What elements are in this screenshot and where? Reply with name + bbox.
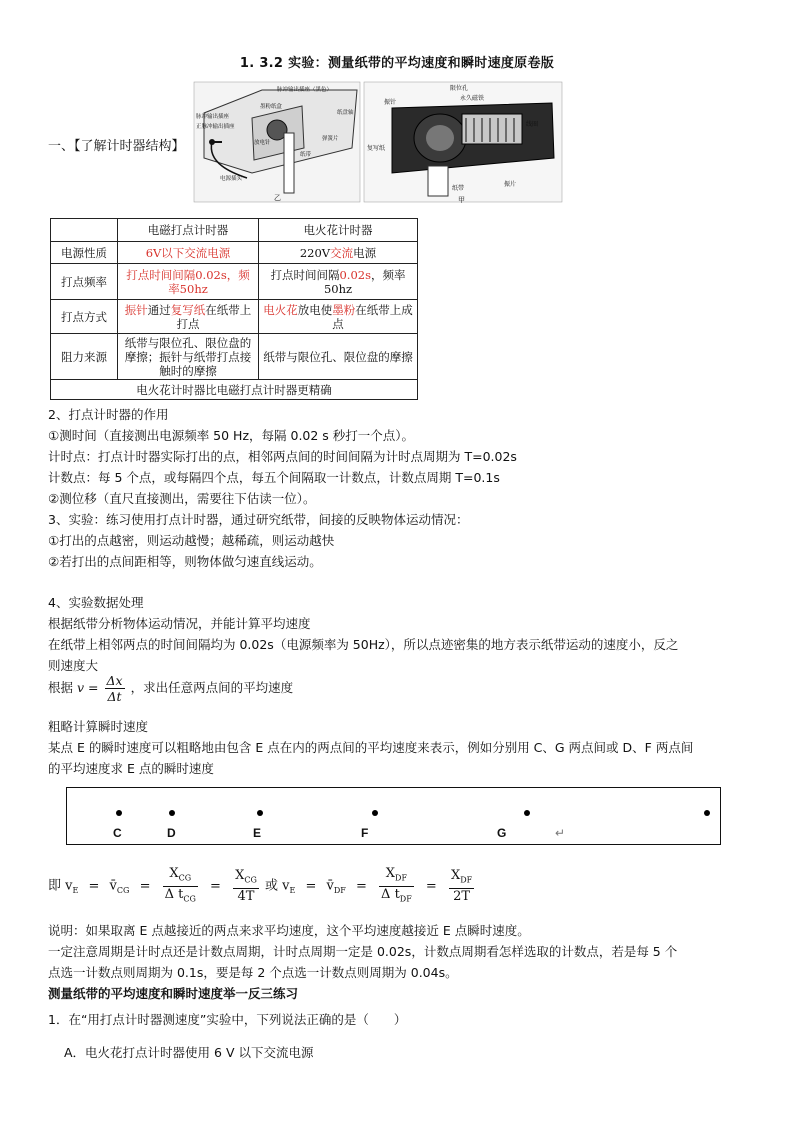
- formula-suffix: ，求出任意两点间的平均速度: [130, 680, 294, 695]
- fig-right-label-2: 振针: [384, 99, 397, 106]
- table-header-empty: [51, 219, 118, 242]
- formula-eq-2: =: [139, 878, 151, 894]
- cell-segment: 通过: [147, 302, 171, 317]
- cell-spark-frequency: [259, 264, 418, 300]
- formula-fraction: [105, 673, 125, 704]
- table-row: [51, 242, 418, 264]
- frac-xdf-dtdf: [379, 866, 414, 906]
- text-line: 计时点：打点计时器实际打出的点，相邻两点间的时间间隔为计时点周期为 T=0.02s: [48, 449, 517, 464]
- frac-xcg-4t: [233, 868, 259, 904]
- frac-xcg-dtcg: [163, 866, 198, 906]
- frac-dt: Δ t: [381, 886, 400, 902]
- table-row: [51, 264, 418, 300]
- frac-sub: DF: [460, 875, 473, 885]
- question-1: 1．在“用打点计时器测速度”实验中，下列说法正确的是（ ）: [48, 1012, 407, 1027]
- text-line: 则速度大: [48, 658, 99, 673]
- fig-right-label-4: 线圈: [526, 121, 539, 128]
- tape-dot-f: [372, 810, 378, 816]
- fig-left-label-4: 脉冲输出插座: [196, 114, 230, 120]
- frac-x: X: [169, 866, 179, 881]
- formula-v: v: [77, 680, 85, 695]
- tape-dot-c: [116, 810, 122, 816]
- cell-spark-resistance: [259, 334, 418, 380]
- section-heading-usage: 2、打点计时器的作用: [48, 407, 169, 422]
- paper-tape-diagram: [66, 787, 721, 845]
- note-line: 点选一计数点则周期为 0.1s，要是每 2 个点选一计数点则周期为 0.04s。: [48, 965, 458, 980]
- formula-eq-4: =: [305, 878, 317, 894]
- cell-segment: 电源: [353, 245, 377, 260]
- question-1-option-a: A．电火花打点计时器使用 6 V 以下交流电源: [64, 1045, 314, 1060]
- row-label-power: 电源性质: [51, 242, 118, 264]
- fig-right-label-3: 永久磁铁: [460, 95, 485, 102]
- page-title: 1. 3.2 实验：测量纸带的平均速度和瞬时速度原卷版: [239, 56, 555, 71]
- formula-eq-5: =: [356, 878, 367, 894]
- formula-numerator: Δx: [106, 673, 123, 688]
- frac-sub: CG: [244, 875, 257, 885]
- cell-spark-method: [259, 300, 418, 334]
- formula-vbar-df: v̄: [326, 878, 334, 894]
- cell-em-resistance: [118, 334, 259, 380]
- cell-segment: 放电使: [297, 302, 333, 317]
- section-heading-data: 4、实验数据处理: [48, 595, 144, 610]
- cell-em-power: [118, 242, 259, 264]
- fig-left-label-5: 正脉冲输出插座: [196, 124, 235, 130]
- section-heading-experiment: 3、实验：练习使用打点计时器，通过研究纸带，间接的反映物体运动情况：: [48, 512, 469, 527]
- tape-label-c: C: [113, 826, 122, 840]
- fig-left-caption: 乙: [274, 194, 281, 202]
- table-row: [51, 300, 418, 334]
- electromagnetic-timer-figure: [362, 78, 564, 206]
- tape-dot-d: [169, 810, 175, 816]
- formula-eq-6: =: [425, 878, 437, 894]
- text-line: ②若打出的点间距相等，则物体做匀速直线运动。: [48, 554, 322, 569]
- note-line: 说明：如果取离 E 点越接近的两点来求平均速度，这个平均速度越接近 E 点瞬时速度。: [48, 923, 530, 938]
- cell-segment: 纸带与限位孔、限位盘的摩擦；振针与纸带打点接触时的摩擦: [124, 335, 252, 378]
- section-heading-structure: 一、【了解计时器结构】: [48, 139, 185, 154]
- formula-eq-1: =: [88, 878, 100, 894]
- text-line: 某点 E 的瞬时速度可以粗略地由包含 E 点在内的两点间的平均速度来表示，例如分别用 C、G 两点间或 D、F 两点间: [48, 740, 694, 755]
- fig-left-label-3: 纸盘轴: [337, 110, 354, 116]
- frac-x: X: [235, 868, 245, 884]
- cell-segment: 纸带与限位孔、限位盘的摩擦: [263, 349, 413, 364]
- fig-right-label-6: 纸带: [452, 185, 465, 192]
- cell-segment: 在纸带上打点: [176, 302, 252, 331]
- spark-timer-figure: [192, 78, 362, 206]
- fig-right-label-7: 振片: [504, 181, 517, 188]
- frac-sub: DF: [399, 894, 412, 904]
- formula-prefix: 根据: [48, 680, 74, 695]
- formula-denominator: Δt: [107, 689, 122, 704]
- frac-dt: Δ t: [164, 886, 184, 902]
- cell-segment: 6V以下交流电源: [145, 245, 231, 260]
- frac-sub: CG: [178, 873, 192, 883]
- text-line: ②测位移（直尺直接测出，需要往下估读一位）。: [48, 491, 316, 506]
- cell-segment: ，频率50hz: [323, 267, 406, 296]
- frac-x: X: [450, 868, 461, 884]
- cell-em-frequency: [118, 264, 259, 300]
- instantaneous-velocity-formula: [48, 866, 476, 906]
- average-velocity-formula: [48, 673, 293, 704]
- formula-sub-E: E: [72, 886, 79, 896]
- text-line: 的平均速度求 E 点的瞬时速度: [48, 761, 214, 776]
- tape-label-g: G: [497, 826, 507, 840]
- cell-segment: 打点时间间隔: [270, 267, 340, 282]
- fig-right-label-5: 复写纸: [367, 145, 386, 152]
- frac-sub: CG: [183, 894, 196, 904]
- row-label-resistance: 阻力来源: [51, 334, 118, 380]
- cell-segment: 在纸带上成点: [332, 302, 413, 331]
- row-label-frequency: 打点频率: [51, 264, 118, 300]
- text-line: 计数点：每 5 个点，或每隔四个点，每五个间隔取一计数点，计数点周期 T=0.1s: [48, 470, 500, 485]
- cell-segment: 0.02s: [339, 267, 371, 282]
- cell-segment: 电火花: [263, 302, 298, 317]
- formula-vE: v: [65, 878, 73, 894]
- tape-dot-g: [524, 810, 530, 816]
- cell-segment: 墨粉: [332, 302, 356, 317]
- formula-sub-cg: CG: [116, 886, 130, 896]
- formula-vE-2: v: [282, 878, 290, 894]
- tape-dot-e: [257, 810, 263, 816]
- table-header-em: 电磁打点计时器: [118, 219, 259, 242]
- table-header-spark: 电火花计时器: [259, 219, 418, 242]
- table-header-row: [51, 219, 418, 242]
- fig-left-label-2: 墨粉纸盒: [260, 104, 283, 110]
- cell-spark-power: [259, 242, 418, 264]
- tape-label-d: D: [167, 826, 176, 840]
- text-line: ①打出的点越密，则运动越慢；越稀疏，则运动越快: [48, 533, 335, 548]
- cell-segment: 复写纸: [170, 302, 206, 317]
- formula-or: 或: [264, 878, 278, 894]
- frac-2t: 2T: [453, 888, 471, 904]
- frac-xdf-2t: [449, 868, 474, 904]
- formula-ji: 即: [48, 878, 62, 894]
- cell-em-method: [118, 300, 259, 334]
- fig-left-label-6: 放电针: [254, 140, 271, 146]
- cell-segment: 打点时间间隔0.02s，频率50hz: [126, 267, 250, 296]
- formula-eq-3: =: [210, 878, 221, 894]
- cell-segment: 振针: [124, 302, 148, 317]
- tape-label-e: E: [253, 826, 262, 840]
- text-line: 在纸带上相邻两点的时间间隔均为 0.02s（电源频率为 50Hz），所以点迹密集的地方表示纸带运动的速度小，反之: [48, 637, 679, 652]
- fig-right-caption: 甲: [458, 196, 465, 204]
- row-label-method: 打点方式: [51, 300, 118, 334]
- note-line: 一定注意周期是计时点还是计数点周期，计时点周期一定是 0.02s，计数点周期看怎样选取的计数点，若是每 5 个: [48, 944, 678, 959]
- tape-dot-end: [704, 810, 710, 816]
- formula-vbar-cg: v̄: [109, 878, 117, 894]
- formula-sub-df: DF: [333, 886, 346, 896]
- text-line: ①测时间（直接测出电源频率 50 Hz，每隔 0.02 s 秒打一个点）。: [48, 428, 415, 443]
- subheading-instantaneous: 粗略计算瞬时速度: [48, 719, 149, 734]
- fig-left-label-8: 弹簧片: [322, 136, 339, 142]
- table-footer: 电火花计时器比电磁打点计时器更精确: [51, 380, 418, 400]
- cell-segment: 220V: [299, 245, 331, 260]
- table-footer-row: [51, 380, 418, 400]
- timer-comparison-table: [50, 218, 418, 400]
- formula-sub-E-2: E: [289, 886, 296, 896]
- frac-sub: DF: [395, 873, 408, 883]
- subheading-average: 根据纸带分析物体运动情况，并能计算平均速度: [48, 616, 311, 631]
- fig-right-label-1: 限位孔: [450, 85, 469, 92]
- formula-eq: =: [88, 680, 99, 695]
- cell-segment: 交流: [330, 245, 354, 260]
- frac-x: X: [385, 866, 396, 881]
- return-mark-icon: ↵: [555, 826, 566, 840]
- fig-left-label-9: 电源插头: [220, 176, 243, 182]
- tape-label-f: F: [361, 826, 369, 840]
- fig-left-label-7: 纸带: [300, 152, 312, 158]
- table-row: [51, 334, 418, 380]
- fig-left-label-1: 脉冲输出插座（黑色）: [277, 87, 333, 93]
- practice-heading: 测量纸带的平均速度和瞬时速度举一反三练习: [48, 986, 299, 1001]
- frac-4t: 4T: [237, 888, 255, 904]
